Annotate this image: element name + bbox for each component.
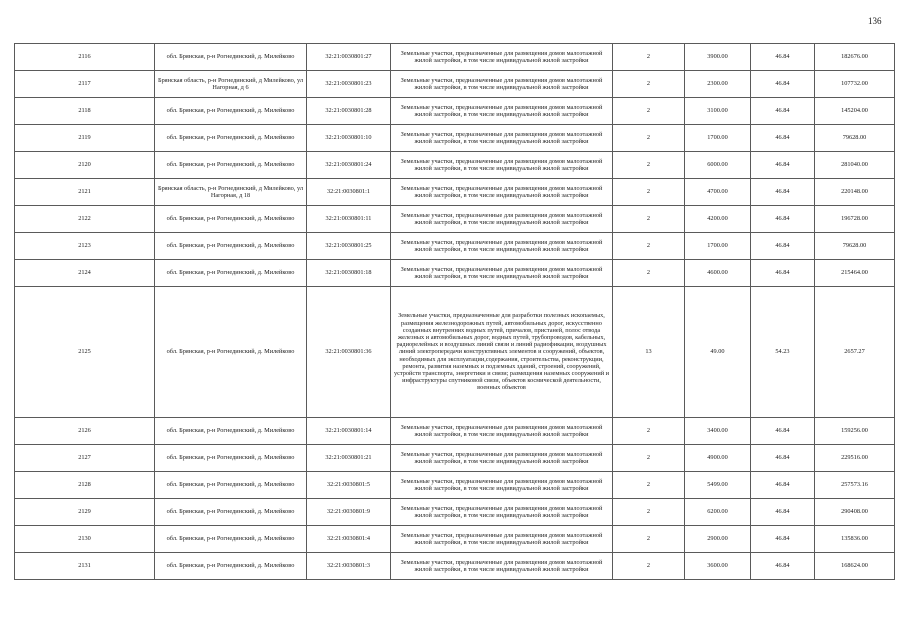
address-cell: обл. Брянская, р-н Рогнединский, д. Милейково bbox=[155, 499, 307, 526]
group-cell: 2 bbox=[613, 152, 685, 179]
address-cell: обл. Брянская, р-н Рогнединский, д. Милейково bbox=[155, 152, 307, 179]
row-number-cell: 2124 bbox=[15, 260, 155, 287]
table-row bbox=[15, 499, 895, 526]
cadastral-value-cell: 2657.27 bbox=[815, 287, 895, 418]
land-use-cell: Земельные участки, предназначенные для размещения домов малоэтажной жилой застройки, в том числе индивидуальной жилой застройки bbox=[391, 472, 613, 499]
land-use-cell: Земельные участки, предназначенные для разработки полезных ископаемых, размещения железнодорожных путей, автомобильных дорог, искусственно созданных внутренних водных путей, причалов, пристаней, полос отвода железных и автомобильных дорог, водных путей, трубопроводов, кабельных, радиорелейных и воздушных линий связи и линий радиофикации, воздушных линий электропередачи конструктивных элементов и сооружений, объектов, необходимых для эксплуатации,содержания, строительства, реконструкции, ремонта, развития наземных и подземных зданий, строений, сооружений, устройств транспорта, энергетики и связи; размещения наземных сооружений и инфраструктуры спутниковой связи, объектов космической деятельности, военных объектов bbox=[391, 287, 613, 418]
cadastral-value-cell: 196728.00 bbox=[815, 206, 895, 233]
row-number-cell: 2120 bbox=[15, 152, 155, 179]
row-number-cell: 2122 bbox=[15, 206, 155, 233]
area-cell: 4600.00 bbox=[685, 260, 751, 287]
row-number-cell: 2123 bbox=[15, 233, 155, 260]
group-cell: 2 bbox=[613, 179, 685, 206]
area-cell: 3100.00 bbox=[685, 98, 751, 125]
specific-value-cell: 46.84 bbox=[751, 472, 815, 499]
area-cell: 5499.00 bbox=[685, 472, 751, 499]
table-row bbox=[15, 418, 895, 445]
cadastral-number-cell: 32:21:0030801:3 bbox=[307, 553, 391, 580]
group-cell: 2 bbox=[613, 472, 685, 499]
specific-value-cell: 46.84 bbox=[751, 526, 815, 553]
cadastral-value-cell: 215464.00 bbox=[815, 260, 895, 287]
table-row bbox=[15, 71, 895, 98]
specific-value-cell: 54.23 bbox=[751, 287, 815, 418]
group-cell: 2 bbox=[613, 206, 685, 233]
cadastral-number-cell: 32:21:0030801:36 bbox=[307, 287, 391, 418]
cadastral-value-cell: 257573.16 bbox=[815, 472, 895, 499]
specific-value-cell: 46.84 bbox=[751, 98, 815, 125]
cadastral-number-cell: 32:21:0030801:11 bbox=[307, 206, 391, 233]
area-cell: 4200.00 bbox=[685, 206, 751, 233]
area-cell: 6000.00 bbox=[685, 152, 751, 179]
cadastral-value-cell: 107732.00 bbox=[815, 71, 895, 98]
address-cell: обл. Брянская, р-н Рогнединский, д. Милейково bbox=[155, 44, 307, 71]
row-number-cell: 2117 bbox=[15, 71, 155, 98]
address-cell: обл. Брянская, р-н Рогнединский, д. Милейково bbox=[155, 125, 307, 152]
address-cell: обл. Брянская, р-н Рогнединский, д. Милейково bbox=[155, 472, 307, 499]
table-row bbox=[15, 287, 895, 418]
group-cell: 13 bbox=[613, 287, 685, 418]
specific-value-cell: 46.84 bbox=[751, 206, 815, 233]
cadastral-value-cell: 229516.00 bbox=[815, 445, 895, 472]
land-use-cell: Земельные участки, предназначенные для размещения домов малоэтажной жилой застройки, в том числе индивидуальной жилой застройки bbox=[391, 526, 613, 553]
row-number-cell: 2126 bbox=[15, 418, 155, 445]
land-use-cell: Земельные участки, предназначенные для размещения домов малоэтажной жилой застройки, в том числе индивидуальной жилой застройки bbox=[391, 125, 613, 152]
address-cell: Брянская область, р-н Рогнединский, д Милейково, ул Нагорная, д 18 bbox=[155, 179, 307, 206]
address-cell: обл. Брянская, р-н Рогнединский, д. Милейково bbox=[155, 553, 307, 580]
land-use-cell: Земельные участки, предназначенные для размещения домов малоэтажной жилой застройки, в том числе индивидуальной жилой застройки bbox=[391, 152, 613, 179]
table-row bbox=[15, 472, 895, 499]
land-use-cell: Земельные участки, предназначенные для размещения домов малоэтажной жилой застройки, в том числе индивидуальной жилой застройки bbox=[391, 179, 613, 206]
cadastral-value-cell: 220148.00 bbox=[815, 179, 895, 206]
row-number-cell: 2121 bbox=[15, 179, 155, 206]
area-cell: 3900.00 bbox=[685, 44, 751, 71]
area-cell: 1700.00 bbox=[685, 233, 751, 260]
cadastral-number-cell: 32:21:0030801:14 bbox=[307, 418, 391, 445]
cadastral-value-cell: 145204.00 bbox=[815, 98, 895, 125]
cadastral-number-cell: 32:21:0030801:21 bbox=[307, 445, 391, 472]
address-cell: обл. Брянская, р-н Рогнединский, д. Милейково bbox=[155, 260, 307, 287]
land-use-cell: Земельные участки, предназначенные для размещения домов малоэтажной жилой застройки, в том числе индивидуальной жилой застройки bbox=[391, 445, 613, 472]
row-number-cell: 2127 bbox=[15, 445, 155, 472]
cadastral-number-cell: 32:21:0030801:5 bbox=[307, 472, 391, 499]
table-body bbox=[15, 44, 895, 580]
table-row bbox=[15, 98, 895, 125]
table-row bbox=[15, 526, 895, 553]
address-cell: обл. Брянская, р-н Рогнединский, д. Милейково bbox=[155, 445, 307, 472]
cadastral-number-cell: 32:21:0030801:24 bbox=[307, 152, 391, 179]
cadastral-number-cell: 32:21:0030801:28 bbox=[307, 98, 391, 125]
area-cell: 3400.00 bbox=[685, 418, 751, 445]
cadastral-number-cell: 32:21:0030801:27 bbox=[307, 44, 391, 71]
area-cell: 2300.00 bbox=[685, 71, 751, 98]
land-use-cell: Земельные участки, предназначенные для размещения домов малоэтажной жилой застройки, в том числе индивидуальной жилой застройки bbox=[391, 499, 613, 526]
cadastral-number-cell: 32:21:0030801:23 bbox=[307, 71, 391, 98]
specific-value-cell: 46.84 bbox=[751, 44, 815, 71]
cadastral-value-cell: 182676.00 bbox=[815, 44, 895, 71]
specific-value-cell: 46.84 bbox=[751, 553, 815, 580]
specific-value-cell: 46.84 bbox=[751, 499, 815, 526]
land-use-cell: Земельные участки, предназначенные для размещения домов малоэтажной жилой застройки, в том числе индивидуальной жилой застройки bbox=[391, 98, 613, 125]
group-cell: 2 bbox=[613, 418, 685, 445]
row-number-cell: 2131 bbox=[15, 553, 155, 580]
row-number-cell: 2116 bbox=[15, 44, 155, 71]
address-cell: обл. Брянская, р-н Рогнединский, д. Милейково bbox=[155, 287, 307, 418]
row-number-cell: 2118 bbox=[15, 98, 155, 125]
table-row bbox=[15, 44, 895, 71]
table-row bbox=[15, 179, 895, 206]
table-row bbox=[15, 445, 895, 472]
row-number-cell: 2119 bbox=[15, 125, 155, 152]
row-number-cell: 2129 bbox=[15, 499, 155, 526]
specific-value-cell: 46.84 bbox=[751, 125, 815, 152]
cadastral-value-cell: 79628.00 bbox=[815, 125, 895, 152]
row-number-cell: 2125 bbox=[15, 287, 155, 418]
cadastral-value-cell: 79628.00 bbox=[815, 233, 895, 260]
area-cell: 49.00 bbox=[685, 287, 751, 418]
row-number-cell: 2128 bbox=[15, 472, 155, 499]
specific-value-cell: 46.84 bbox=[751, 445, 815, 472]
address-cell: обл. Брянская, р-н Рогнединский, д. Милейково bbox=[155, 98, 307, 125]
table-row bbox=[15, 260, 895, 287]
land-use-cell: Земельные участки, предназначенные для размещения домов малоэтажной жилой застройки, в том числе индивидуальной жилой застройки bbox=[391, 233, 613, 260]
specific-value-cell: 46.84 bbox=[751, 179, 815, 206]
page-number: 136 bbox=[868, 16, 882, 26]
area-cell: 3600.00 bbox=[685, 553, 751, 580]
group-cell: 2 bbox=[613, 445, 685, 472]
land-use-cell: Земельные участки, предназначенные для размещения домов малоэтажной жилой застройки, в том числе индивидуальной жилой застройки bbox=[391, 44, 613, 71]
specific-value-cell: 46.84 bbox=[751, 152, 815, 179]
cadastral-number-cell: 32:21:0030801:18 bbox=[307, 260, 391, 287]
cadastral-value-cell: 168624.00 bbox=[815, 553, 895, 580]
specific-value-cell: 46.84 bbox=[751, 260, 815, 287]
address-cell: обл. Брянская, р-н Рогнединский, д. Милейково bbox=[155, 206, 307, 233]
cadastral-value-cell: 281040.00 bbox=[815, 152, 895, 179]
land-use-cell: Земельные участки, предназначенные для размещения домов малоэтажной жилой застройки, в том числе индивидуальной жилой застройки bbox=[391, 206, 613, 233]
table-row bbox=[15, 206, 895, 233]
area-cell: 6200.00 bbox=[685, 499, 751, 526]
cadastral-number-cell: 32:21:0030801:9 bbox=[307, 499, 391, 526]
land-use-cell: Земельные участки, предназначенные для размещения домов малоэтажной жилой застройки, в том числе индивидуальной жилой застройки bbox=[391, 260, 613, 287]
address-cell: обл. Брянская, р-н Рогнединский, д. Милейково bbox=[155, 233, 307, 260]
cadastral-number-cell: 32:21:0030801:25 bbox=[307, 233, 391, 260]
cadastral-value-cell: 159256.00 bbox=[815, 418, 895, 445]
group-cell: 2 bbox=[613, 526, 685, 553]
land-use-cell: Земельные участки, предназначенные для размещения домов малоэтажной жилой застройки, в том числе индивидуальной жилой застройки bbox=[391, 418, 613, 445]
address-cell: Брянская область, р-н Рогнединский, д Милейково, ул Нагорная, д 6 bbox=[155, 71, 307, 98]
group-cell: 2 bbox=[613, 553, 685, 580]
table-row bbox=[15, 233, 895, 260]
area-cell: 4900.00 bbox=[685, 445, 751, 472]
table-row bbox=[15, 553, 895, 580]
row-number-cell: 2130 bbox=[15, 526, 155, 553]
address-cell: обл. Брянская, р-н Рогнединский, д. Милейково bbox=[155, 418, 307, 445]
area-cell: 4700.00 bbox=[685, 179, 751, 206]
cadastral-number-cell: 32:21:0030801:10 bbox=[307, 125, 391, 152]
land-use-cell: Земельные участки, предназначенные для размещения домов малоэтажной жилой застройки, в том числе индивидуальной жилой застройки bbox=[391, 71, 613, 98]
cadastral-value-cell: 135836.00 bbox=[815, 526, 895, 553]
group-cell: 2 bbox=[613, 260, 685, 287]
cadastral-number-cell: 32:21:0030801:4 bbox=[307, 526, 391, 553]
address-cell: обл. Брянская, р-н Рогнединский, д. Милейково bbox=[155, 526, 307, 553]
group-cell: 2 bbox=[613, 71, 685, 98]
area-cell: 1700.00 bbox=[685, 125, 751, 152]
group-cell: 2 bbox=[613, 44, 685, 71]
cadastral-value-table bbox=[14, 43, 895, 580]
group-cell: 2 bbox=[613, 499, 685, 526]
specific-value-cell: 46.84 bbox=[751, 418, 815, 445]
group-cell: 2 bbox=[613, 125, 685, 152]
cadastral-number-cell: 32:21:0030801:1 bbox=[307, 179, 391, 206]
group-cell: 2 bbox=[613, 98, 685, 125]
cadastral-value-cell: 290408.00 bbox=[815, 499, 895, 526]
specific-value-cell: 46.84 bbox=[751, 233, 815, 260]
table-row bbox=[15, 125, 895, 152]
group-cell: 2 bbox=[613, 233, 685, 260]
table-row bbox=[15, 152, 895, 179]
land-use-cell: Земельные участки, предназначенные для размещения домов малоэтажной жилой застройки, в том числе индивидуальной жилой застройки bbox=[391, 553, 613, 580]
area-cell: 2900.00 bbox=[685, 526, 751, 553]
specific-value-cell: 46.84 bbox=[751, 71, 815, 98]
